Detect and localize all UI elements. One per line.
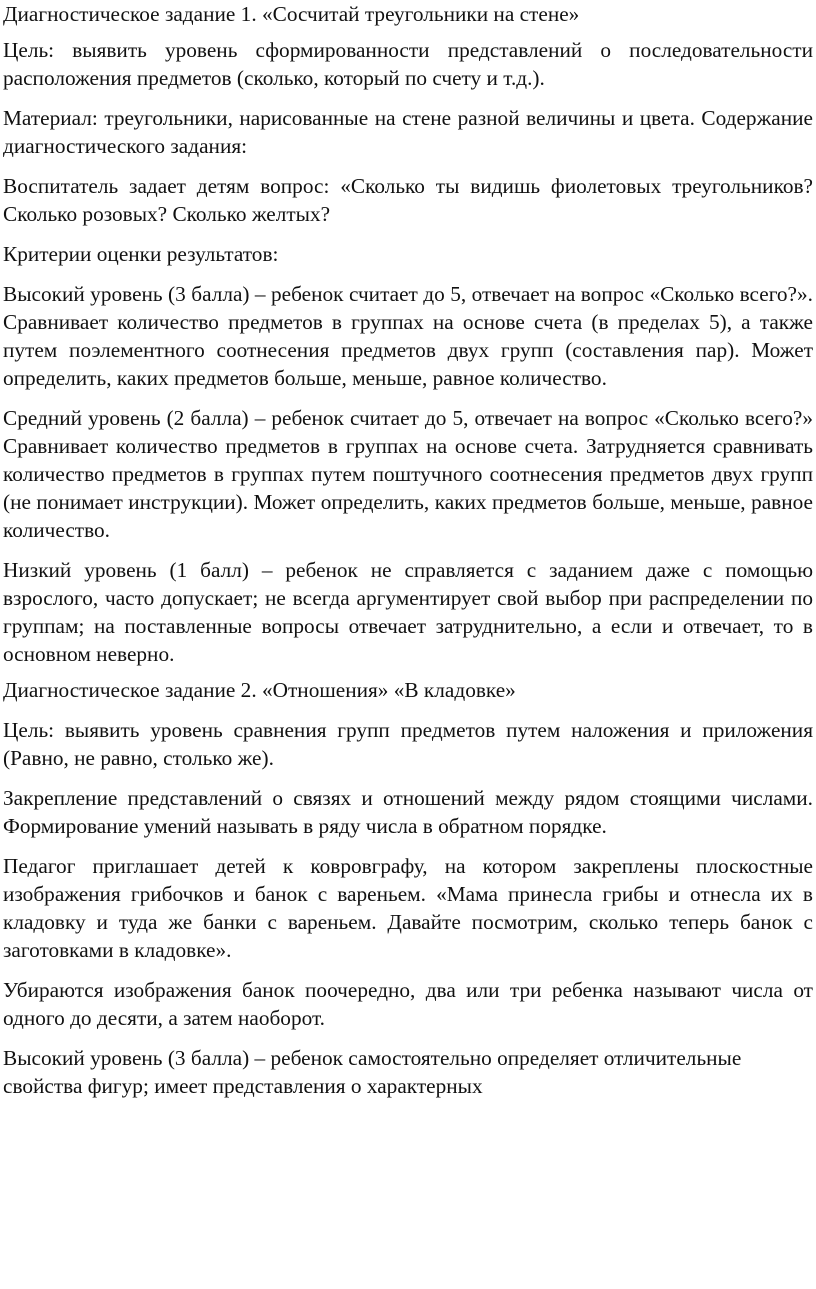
task-2-procedure: Педагог приглашает детей к ковровграфу, на котором закреплены плоскостные изображения грибочков и банок с вареньем. «Мама принесла грибы и отнесла их в кладовку и туда же банки с вареньем. Давайте посмотрим, сколько теперь банок с заготовками в кладовке». bbox=[3, 854, 813, 962]
task-1-material: Материал: треугольники, нарисованные на стене разной величины и цвета. Содержание диагностического задания: bbox=[3, 106, 813, 158]
task-1-level-medium: Средний уровень (2 балла) – ребенок считает до 5, отвечает на вопрос «Сколько всего?» Сравнивает количество предметов в группах на основе счета. Затрудняется сравнивать количество предметов в группах путем поштучного соотнесения предметов двух групп (не понимает инструкции). Может определить, каких предметов больше, меньше, равное количество. bbox=[3, 406, 813, 542]
task-2-counting: Убираются изображения банок поочередно, два или три ребенка называют числа от одного до десяти, а затем наоборот. bbox=[3, 978, 813, 1030]
task-2-title: Диагностическое задание 2. «Отношения» «В кладовке» bbox=[3, 678, 516, 702]
task-2-goal: Цель: выявить уровень сравнения групп предметов путем наложения и приложения (Равно, не равно, столько же). bbox=[3, 718, 813, 770]
task-1-level-high: Высокий уровень (3 балла) – ребенок считает до 5, отвечает на вопрос «Сколько всего?». Сравнивает количество предметов в группах на основе счета (в пределах 5), а также путем поэлементного соотнесения предметов двух групп (составления пар). Может определить, каких предметов больше, меньше, равное количество. bbox=[3, 282, 813, 390]
task-1-title: Диагностическое задание 1. «Сосчитай треугольники на стене» bbox=[3, 2, 580, 26]
task-2-reinforcement: Закрепление представлений о связях и отношений между рядом стоящими числами. Формирование умений называть в ряду числа в обратном порядке. bbox=[3, 786, 813, 838]
task-2-level-high: Высокий уровень (3 балла) – ребенок самостоятельно определяет отличительные свойства фигур; имеет представления о характерных bbox=[3, 1046, 742, 1098]
task-1-level-low: Низкий уровень (1 балл) – ребенок не справляется с заданием даже с помощью взрослого, часто допускает; не всегда аргументирует свой выбор при распределении по группам; на поставленные вопросы отвечает затруднительно, а если и отвечает, то в основном неверно. bbox=[3, 558, 813, 666]
task-1-question: Воспитатель задает детям вопрос: «Сколько ты видишь фиолетовых треугольников? Сколько розовых? Сколько желтых? bbox=[3, 174, 813, 226]
task-1-criteria-heading: Критерии оценки результатов: bbox=[3, 242, 279, 266]
document-page bbox=[3, 0, 813, 1100]
task-1-goal: Цель: выявить уровень сформированности представлений о последовательности расположения предметов (сколько, который по счету и т.д.). bbox=[3, 38, 813, 90]
